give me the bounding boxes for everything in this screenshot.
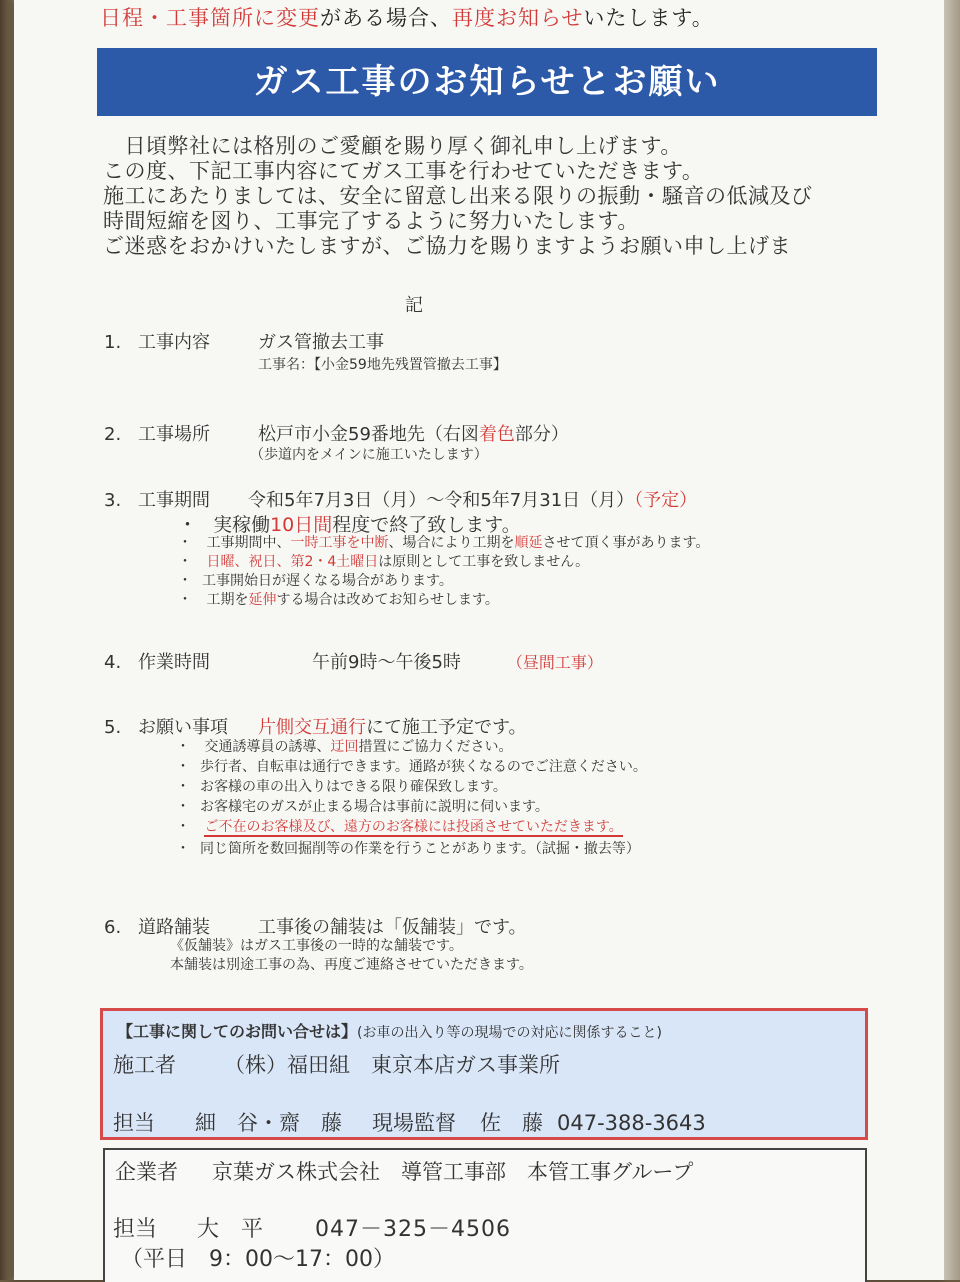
paving-value: 工事後の舗装は「仮舗装」です。	[258, 917, 527, 938]
section-label: 道路舗装	[138, 917, 210, 938]
intro-line: 時間短縮を図り、工事完了するように努力いたします。	[103, 209, 639, 233]
inquiry-header-note: (お車の出入り等の現場での対応に関係すること)	[357, 1025, 662, 1041]
bullet-red-text: 一時工事を中断	[290, 535, 389, 551]
contractor-name: （株）福田組 東京本店ガス事業所	[224, 1053, 560, 1077]
section-number: 2.	[104, 424, 122, 445]
person-label: 担当	[113, 1111, 155, 1135]
contractor-row	[113, 1049, 560, 1079]
paving-note-1: 《仮舗装》はガス工事後の一時的な舗装です。	[170, 938, 463, 954]
person-names: 細 谷・齋 藤	[195, 1111, 342, 1135]
intro-line: 日頃弊社には格別のご愛顧を賜り厚く御礼申し上げます。	[103, 134, 682, 158]
notice-title-banner: ガス工事のお知らせとお願い	[97, 48, 877, 116]
supervisor-label: 現場監督	[372, 1111, 456, 1135]
company-person-row	[113, 1212, 511, 1243]
bullet-red-text: 迂回	[330, 739, 359, 755]
contractor-phone[interactable]: 047-388-3643	[557, 1111, 706, 1135]
change-notice-part3: 再度お知らせ	[452, 6, 584, 30]
bullet-text: 交通誘導員の誘導、	[204, 739, 331, 755]
bullet-red-text: ご不在のお客様及び、遠方のお客様には投函させていただきます。	[204, 819, 623, 835]
paving-note-2: 本舗装は別途工事の為、再度ご連絡させていただきます。	[170, 957, 533, 973]
bullet-text: 、場合により工期を	[388, 535, 515, 551]
bullet-text: 措置にご協力ください。	[358, 739, 513, 755]
company-person-label: 担当	[113, 1217, 158, 1242]
section-label: 工事場所	[138, 424, 210, 445]
section-value: ガス管撤去工事	[258, 332, 384, 353]
company-hours: （平日 9：00～17：00）	[121, 1247, 395, 1272]
intro-line: ご迷惑をおかけいたしますが、ご協力を賜りますようお願い申し上げま	[103, 234, 791, 258]
change-notice-part2: がある場合、	[320, 6, 452, 30]
section-number: 3.	[104, 490, 122, 511]
location-value-red: 着色	[478, 424, 515, 445]
section-label: 作業時間	[138, 652, 210, 673]
work-name: 工事名：【小金59地先残置管撤去工事】	[258, 357, 507, 373]
location-note: （歩道内をメインに施工いたします）	[250, 447, 488, 463]
bullet-red-text: 順延	[514, 535, 543, 551]
period-bullet-4: ・ 工事開始日が遅くなる場合があります。	[178, 570, 453, 590]
location-value-2: 部分）	[514, 424, 569, 445]
contractor-person-row	[113, 1107, 706, 1137]
company-contact-box	[103, 1148, 867, 1282]
bullet-red-text: 日曜、祝日、第2・4土曜日	[206, 554, 379, 570]
period-value: 令和5年7月3日（月）～令和5年7月31日（月）	[248, 490, 635, 511]
hours-daytime: （昼間工事）	[506, 653, 603, 672]
section-label: 工事内容	[138, 332, 210, 353]
requests-bullet-6: ・ 同じ箇所を数回掘削等の作業を行うことがあります。（試掘・撤去等）	[176, 838, 640, 858]
section-label: 工事期間	[138, 490, 210, 511]
section-number: 1.	[104, 332, 122, 353]
change-notice-part4: いたします。	[583, 6, 714, 30]
requests-bullet-5	[176, 816, 623, 836]
section-number: 6.	[104, 917, 122, 938]
background-right-edge	[944, 0, 960, 1280]
period-bullet-2	[178, 532, 709, 552]
requests-bullet-3: ・ お客様の車の出入りはできる限り確保致します。	[176, 776, 507, 796]
period-bullet-3	[178, 551, 589, 571]
location-value-1: 松戸市小金59番地先（右図	[258, 424, 479, 445]
intro-line: 施工にあたりましては、安全に留意し出来る限りの振動・騒音の低減及び	[103, 184, 813, 208]
bullet-text: 工事期間中、	[206, 535, 291, 551]
inquiry-header-title: 【工事に関してのお問い合せは】	[117, 1022, 358, 1041]
ki-heading: 記	[405, 295, 423, 316]
inquiry-header	[117, 1019, 662, 1042]
company-name: 京葉ガス株式会社 導管工事部 本管工事グループ	[212, 1160, 694, 1184]
bullet-text: 程度で終了致します。	[332, 514, 521, 536]
period-bullet-5	[178, 589, 499, 609]
company-phone[interactable]: 047－325－4506	[315, 1217, 512, 1242]
company-person-name: 大 平	[197, 1217, 264, 1242]
section-label: お願い事項	[138, 717, 228, 738]
bullet-text: させて頂く事があります。	[542, 535, 710, 551]
section-work-content	[104, 328, 384, 354]
company-row	[115, 1156, 693, 1186]
contractor-contact-box	[100, 1008, 868, 1140]
change-notice-line	[100, 2, 860, 32]
requests-value: にて施工予定です。	[366, 717, 527, 738]
period-tentative: （予定）	[634, 490, 698, 511]
requests-bullet-4: ・ お客様宅のガスが止まる場合は事前に説明に伺います。	[176, 796, 549, 816]
intro-line: この度、下記工事内容にてガス工事を行わせていただきます。	[103, 159, 704, 183]
bullet-text: 実稼働	[213, 514, 271, 536]
section-work-period	[104, 486, 697, 512]
company-label: 企業者	[115, 1160, 178, 1184]
bullet-red-text: 延伸	[248, 592, 277, 608]
bullet-text: する場合は改めてお知らせします。	[276, 592, 499, 608]
supervisor-name: 佐 藤	[480, 1111, 543, 1135]
bullet-text: は原則として工事を致しません。	[378, 554, 590, 570]
change-notice-part1: 日程・工事箇所に変更	[100, 6, 320, 30]
contractor-label: 施工者	[113, 1053, 176, 1077]
intro-paragraph	[103, 134, 883, 259]
requests-bullet-2: ・ 歩行者、自転車は通行できます。通路が狭くなるのでご注意ください。	[176, 756, 647, 776]
section-work-location	[104, 420, 569, 446]
hours-value: 午前9時～午後5時	[312, 652, 461, 673]
bullet-text: 工期を	[206, 592, 249, 608]
section-work-hours	[104, 648, 603, 674]
section-number: 5.	[104, 717, 122, 738]
bullet-red-text: 10日間	[270, 514, 333, 536]
requests-red: 片側交互通行	[258, 717, 366, 738]
requests-bullet-1	[176, 736, 512, 756]
section-number: 4.	[104, 652, 122, 673]
